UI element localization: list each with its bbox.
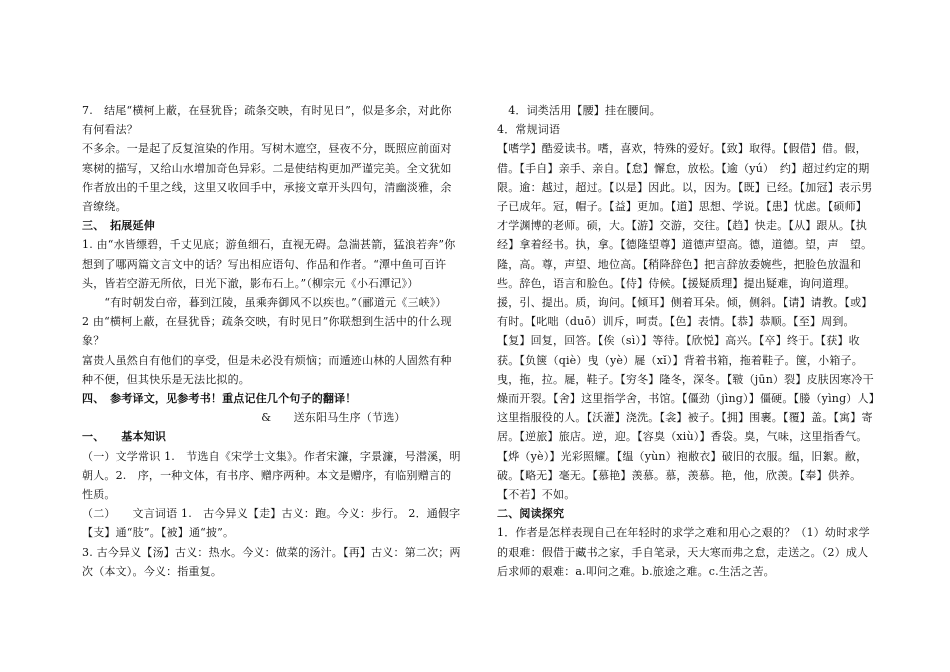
right-column: [497, 101, 875, 581]
left-extension-2-answer: 富贵人虽然自有他们的享受，但是未必没有烦恼；而遁迹山林的人固然有种种不便，但其快乐是无法比拟的。: [82, 353, 452, 386]
left-extension-1-quote: “有时朝发白帝，暮到江陵，虽乘奔御风不以疾也。”（郦道元《三峡》）: [82, 296, 447, 310]
left-vocab-3: 3. 古今异义【汤】古义：热水。今义：做菜的汤汁。【再】古义：第二次；两次（本文）。今义：指重复。: [82, 545, 461, 578]
left-literature: （一）文学常识 1. 节选自《宋学士文集》。作者宋濂，字景濂，号潜溪，明朝人。2. 序，一种文体，有书序、赠序两种。本文是赠序，有临别赠言的性质。: [82, 449, 461, 502]
right-heading-reading: 二、阅读探究: [497, 507, 565, 521]
right-glossary: 【嗜学】酷爱读书。嗜，喜欢，特殊的爱好。【致】取得。【假借】借。假，借。【手自】亲手、亲自。【怠】懈怠，放松。【逾（yú） 约】超过约定的期限。逾：越过，超过。【以是】因此。以，因为。【既】已经。【加冠】表示男子已成年。冠，帽子。【益】更加。【道】思想、学说。【患】忧虑。【硕师】才学渊博的老师。硕，大。【游】交游，交往。【趋】快走。【从】跟从。【执经】拿着经书。执，拿。【德隆望尊】道德声望高。德，道德。望，声 望。隆，高。尊，声望、地位高。【稍降辞色】把言辞放委婉些，把脸色放温和些。辞色，语言和脸色。【侍】侍候。【援疑质理】提出疑难，询问道理。援，引、提出。质，询问。【倾耳】侧着耳朵。倾，侧斜。【请】请教。【或】有时。【叱咄（duō）训斥，呵责。【色】表情。【恭】恭顺。【至】周到。【复】回复，回答。【俟（sì）】等待。【欣悦】高兴。【卒】终于。【获】收获。【负箧（qiè）曳（yè）屣（xǐ）】背着书箱，拖着鞋子。箧，小箱子。曳，拖，拉。屣，鞋子。【穷冬】隆冬，深冬。【皲（jūn）裂】皮肤因寒冷干燥而开裂。【舍】这里指学舍，书馆。【僵劲（jìng）】僵硬。【媵（yìng）人】这里指服役的人。【沃灌】浇洗。【衾】被子。【拥】围裹。【覆】盖。【寓】寄居。【逆旅】旅店。逆，迎。【容臭（xiù）】香袋。臭，气味，这里指香气。【烨（yè）】光彩照耀。【缊（yùn）袍敝衣】破旧的衣服。缊，旧絮。敝，破。【略无】毫无。【慕艳】羡慕。慕，羡慕。艳，他，欣羡。【奉】供养。【不若】不如。: [497, 142, 875, 502]
left-text-title: & 送东阳马生序（节选）: [82, 411, 406, 425]
left-heading-basics: 一、 基本知识: [82, 430, 167, 444]
right-reading-1: 1．作者是怎样表现自己在年轻时的求学之难和用心之艰的？（1）幼时求学的艰难：假借于藏书之家，手自笔录，天大寒而弗之怠，走送之。（2）成人后求师的艰难：a.叩问之难。b.旅途之难。c.生活之苦。: [497, 526, 870, 578]
left-extension-2: 2 由“横柯上蔽，在昼犹昏；疏条交映，有时见日”你联想到生活中的什么现象？: [82, 315, 452, 348]
left-heading-extension: 三、 拓展延伸: [82, 219, 155, 233]
right-heading-common-words: 4．常规词语: [497, 123, 561, 137]
left-extension-1: 1. 由“水皆缥碧，千丈见底；游鱼细石，直视无碍。急湍甚箭，猛浪若奔”你想到了哪两篇文言文中的话？写出相应语句、作品和作者。“潭中鱼可百许头，皆若空游无所依，日光下澈，影布石上。”（柳宗元《小石潭记》）: [82, 238, 456, 290]
left-answer-7: 不多余。一是起了反复渲染的作用。写树木遮空，昼夜不分，既照应前面对寒树的描写，又给山水增加奇色异彩。二是使结构更加严谨完美。全文犹如作者放出的千里之线，这里又收回手中，承接文章开头四句，清幽淡雅，余音缭绕。: [82, 142, 452, 214]
right-word-usage: 4．词类活用【腰】挂在腰间。: [497, 104, 661, 117]
left-heading-translation: 四、 参考译文，见参考书！重点记住几个句子的翻译！: [82, 392, 357, 406]
left-vocab-1: （二） 文言词语 1. 古今异义【走】古义：跑。今义：步行。 2．通假字【支】通“肢”。【被】通“披”。: [82, 507, 461, 540]
left-question-7: 7. 结尾“横柯上蔽，在昼犹昏；疏条交映，有时见日”，似是多余，对此你有何看法？: [82, 104, 452, 137]
left-column: [82, 101, 462, 581]
